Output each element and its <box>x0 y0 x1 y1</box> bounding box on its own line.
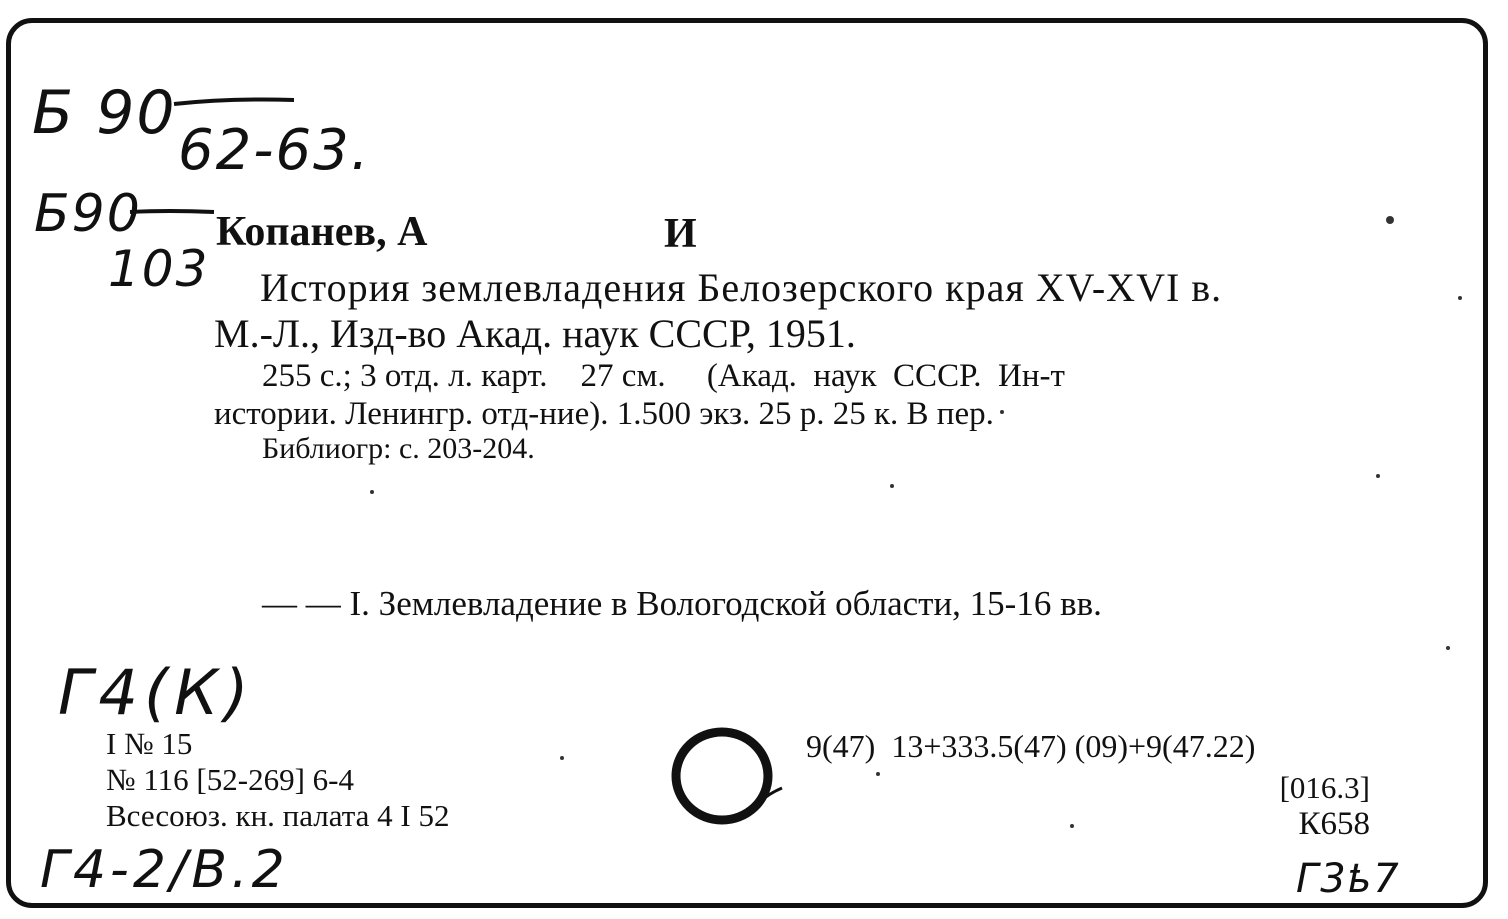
handwritten-shelfmark-second-sub: 103 <box>108 240 210 298</box>
scan-speck <box>1386 216 1394 224</box>
imprint: М.-Л., Изд-во Акад. наук СССР, 1951. <box>214 311 856 356</box>
footer-left-line-1: I № 15 <box>106 726 193 761</box>
scan-speck <box>370 490 374 494</box>
handwritten-underline-top <box>170 96 300 108</box>
scan-speck <box>560 756 564 760</box>
author-name: Копанев, А <box>216 209 428 255</box>
footer-left-line-2: № 116 [52-269] 6-4 <box>106 762 354 797</box>
collation-line-2: истории. Ленингр. отд-ние). 1.500 экз. 25 р. 25 к. В пер. <box>214 396 994 432</box>
scan-speck <box>1070 824 1074 828</box>
footer-left-line-3: Всесоюз. кн. палата 4 I 52 <box>106 798 450 833</box>
handwritten-shelfmark-second-main: Б90 <box>34 184 142 244</box>
book-title: История землевладения Белозерского края XV-XVI в. <box>260 265 1223 310</box>
scan-speck <box>1376 474 1380 478</box>
scan-speck <box>1446 646 1450 650</box>
handwritten-class-mark: Г4(К) <box>58 656 255 729</box>
scan-speck <box>876 772 880 776</box>
collation-line-1: 255 с.; 3 отд. л. карт. 27 см. (Акад. наук СССР. Ин-т <box>262 358 1065 394</box>
handwritten-shelfmark-top-main: Б 90 <box>32 78 177 148</box>
scan-speck <box>1000 410 1004 414</box>
punch-hole-icon <box>668 722 798 842</box>
handwritten-corner-code: Г3ҍ7 <box>1296 856 1401 902</box>
handwritten-underline-second <box>128 206 218 218</box>
scan-speck <box>1458 296 1462 300</box>
scan-speck <box>890 484 894 488</box>
author-initial: И <box>664 211 697 257</box>
classification-index: 9(47) 13+333.5(47) (09)+9(47.22) <box>806 728 1256 764</box>
handwritten-shelfmark-top-sub: 62-63. <box>178 118 371 183</box>
subject-heading: — — I. Землевладение в Вологодской области, 15-16 вв. <box>262 584 1102 623</box>
author-mark: К658 <box>1298 806 1370 842</box>
bibliography-note: Библиогр: с. 203-204. <box>262 432 535 465</box>
udc-index: [016.3] <box>1279 770 1370 805</box>
handwritten-bottom-code: Г4-2/В.2 <box>40 840 289 900</box>
